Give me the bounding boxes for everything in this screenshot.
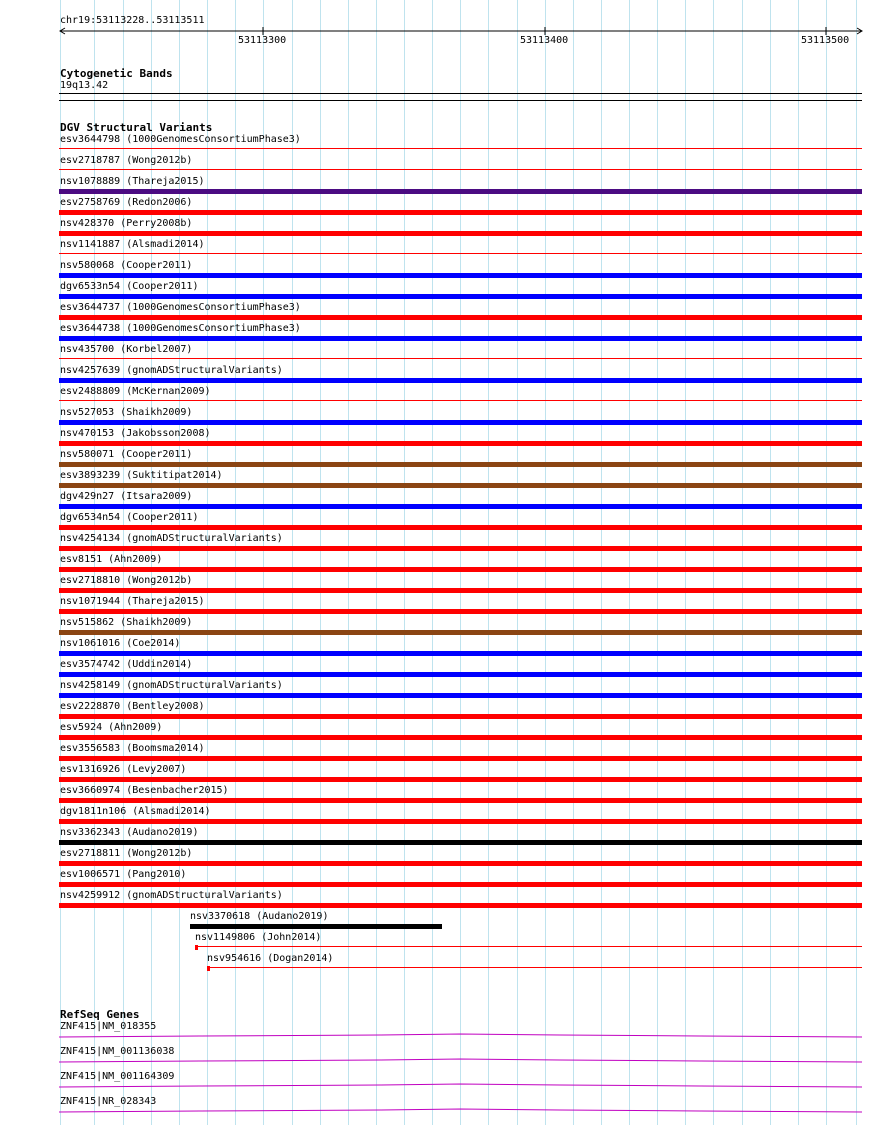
ruler-tick-label: 53113300 (238, 35, 287, 46)
refseq-intron-line (59, 1109, 862, 1112)
dgv-feature-label[interactable]: nsv1078889 (Thareja2015) (60, 176, 205, 187)
dgv-feature-bar[interactable] (207, 966, 210, 971)
dgv-feature-label[interactable]: nsv1061016 (Coe2014) (60, 638, 181, 649)
dgv-feature-label[interactable]: nsv527053 (Shaikh2009) (60, 407, 193, 418)
dgv-feature-bar[interactable] (59, 567, 862, 572)
track-title-dgv: DGV Structural Variants (60, 121, 213, 134)
dgv-feature-label[interactable]: esv3644738 (1000GenomesConsortiumPhase3) (60, 323, 301, 334)
dgv-feature-bar[interactable] (59, 714, 862, 719)
dgv-feature-line (59, 169, 862, 170)
dgv-feature-bar[interactable] (59, 798, 862, 803)
dgv-feature-label[interactable]: nsv4259912 (gnomADStructuralVariants) (60, 890, 283, 901)
dgv-feature-bar[interactable] (59, 672, 862, 677)
dgv-feature-bar[interactable] (59, 294, 862, 299)
dgv-feature-label[interactable]: esv5924 (Ahn2009) (60, 722, 163, 733)
refseq-gene-model[interactable] (0, 1058, 890, 1064)
dgv-feature-bar[interactable] (59, 651, 862, 656)
refseq-gene-model[interactable] (0, 1108, 890, 1114)
dgv-feature-label[interactable]: esv1006571 (Pang2010) (60, 869, 187, 880)
dgv-feature-label[interactable]: esv2488809 (McKernan2009) (60, 386, 211, 397)
dgv-feature-label[interactable]: nsv3362343 (Audano2019) (60, 827, 199, 838)
track-title-cytoband: Cytogenetic Bands (60, 67, 173, 80)
dgv-feature-bar[interactable] (59, 840, 862, 845)
dgv-feature-label[interactable]: nsv1141887 (Alsmadi2014) (60, 239, 205, 250)
dgv-feature-label[interactable]: esv3893239 (Suktitipat2014) (60, 470, 223, 481)
dgv-feature-bar[interactable] (59, 882, 862, 887)
dgv-feature-label[interactable]: dgv6533n54 (Cooper2011) (60, 281, 199, 292)
dgv-feature-label[interactable]: nsv435700 (Korbel2007) (60, 344, 193, 355)
cytoband-ideogram-line (59, 93, 862, 94)
dgv-feature-bar[interactable] (59, 609, 862, 614)
dgv-feature-label[interactable]: dgv1811n106 (Alsmadi2014) (60, 806, 211, 817)
dgv-feature-label[interactable]: dgv6534n54 (Cooper2011) (60, 512, 199, 523)
dgv-feature-bar[interactable] (59, 903, 862, 908)
dgv-feature-label[interactable]: nsv954616 (Dogan2014) (207, 953, 334, 964)
dgv-feature-label[interactable]: nsv515862 (Shaikh2009) (60, 617, 193, 628)
dgv-feature-bar[interactable] (59, 483, 862, 488)
ruler-tick-label: 53113400 (520, 35, 569, 46)
refseq-gene-label[interactable]: ZNF415|NR_028343 (60, 1096, 157, 1107)
cytoband-label: 19q13.42 (60, 80, 109, 91)
ruler-axis (0, 26, 890, 38)
refseq-intron-line (59, 1084, 862, 1087)
refseq-gene-label[interactable]: ZNF415|NM_001136038 (60, 1046, 175, 1057)
dgv-feature-label[interactable]: nsv1071944 (Thareja2015) (60, 596, 205, 607)
dgv-feature-bar[interactable] (195, 945, 198, 950)
dgv-feature-label[interactable]: esv8151 (Ahn2009) (60, 554, 163, 565)
dgv-feature-bar[interactable] (59, 735, 862, 740)
dgv-feature-bar[interactable] (59, 756, 862, 761)
dgv-feature-line (59, 148, 862, 149)
dgv-feature-bar[interactable] (59, 336, 862, 341)
dgv-feature-bar[interactable] (59, 378, 862, 383)
dgv-feature-label[interactable]: esv2228870 (Bentley2008) (60, 701, 205, 712)
refseq-gene-model[interactable] (0, 1083, 890, 1089)
dgv-feature-label[interactable]: nsv470153 (Jakobsson2008) (60, 428, 211, 439)
dgv-feature-label[interactable]: nsv4254134 (gnomADStructuralVariants) (60, 533, 283, 544)
dgv-feature-bar[interactable] (59, 189, 862, 194)
dgv-feature-bar[interactable] (59, 315, 862, 320)
dgv-feature-label[interactable]: dgv429n27 (Itsara2009) (60, 491, 193, 502)
dgv-feature-bar[interactable] (59, 231, 862, 236)
dgv-feature-bar[interactable] (59, 273, 862, 278)
dgv-feature-bar[interactable] (59, 546, 862, 551)
dgv-feature-label[interactable]: esv3556583 (Boomsma2014) (60, 743, 205, 754)
dgv-feature-bar[interactable] (59, 777, 862, 782)
dgv-feature-label[interactable]: nsv428370 (Perry2008b) (60, 218, 193, 229)
dgv-feature-label[interactable]: esv2718811 (Wong2012b) (60, 848, 193, 859)
dgv-feature-bar[interactable] (59, 504, 862, 509)
dgv-feature-label[interactable]: esv1316926 (Levy2007) (60, 764, 187, 775)
dgv-feature-bar[interactable] (59, 630, 862, 635)
dgv-feature-label[interactable]: esv2718787 (Wong2012b) (60, 155, 193, 166)
dgv-feature-label[interactable]: esv3644798 (1000GenomesConsortiumPhase3) (60, 134, 301, 145)
dgv-feature-label[interactable]: nsv1149806 (John2014) (195, 932, 322, 943)
track-title-refseq: RefSeq Genes (60, 1008, 140, 1021)
dgv-feature-bar[interactable] (59, 693, 862, 698)
dgv-feature-bar[interactable] (59, 861, 862, 866)
dgv-feature-bar[interactable] (59, 420, 862, 425)
dgv-feature-bar[interactable] (190, 924, 442, 929)
refseq-gene-label[interactable]: ZNF415|NM_001164309 (60, 1071, 175, 1082)
dgv-feature-label[interactable]: esv2718810 (Wong2012b) (60, 575, 193, 586)
dgv-feature-line (59, 358, 862, 359)
track-divider (59, 100, 862, 101)
ruler-tick-label: 53113500 (801, 35, 850, 46)
dgv-feature-label[interactable]: esv3644737 (1000GenomesConsortiumPhase3) (60, 302, 301, 313)
dgv-feature-bar[interactable] (59, 462, 862, 467)
refseq-gene-label[interactable]: ZNF415|NM_018355 (60, 1021, 157, 1032)
dgv-feature-label[interactable]: nsv3370618 (Audano2019) (190, 911, 329, 922)
dgv-feature-label[interactable]: nsv4258149 (gnomADStructuralVariants) (60, 680, 283, 691)
dgv-feature-bar[interactable] (59, 441, 862, 446)
dgv-feature-label[interactable]: nsv580071 (Cooper2011) (60, 449, 193, 460)
dgv-feature-line (59, 253, 862, 254)
dgv-feature-line (195, 946, 862, 947)
dgv-feature-line (207, 967, 862, 968)
dgv-feature-bar[interactable] (59, 819, 862, 824)
dgv-feature-label[interactable]: nsv580068 (Cooper2011) (60, 260, 193, 271)
dgv-feature-label[interactable]: esv2758769 (Redon2006) (60, 197, 193, 208)
dgv-feature-label[interactable]: esv3660974 (Besenbacher2015) (60, 785, 229, 796)
dgv-feature-line (59, 400, 862, 401)
refseq-gene-model[interactable] (0, 1033, 890, 1039)
dgv-feature-bar[interactable] (59, 210, 862, 215)
dgv-feature-label[interactable]: nsv4257639 (gnomADStructuralVariants) (60, 365, 283, 376)
refseq-intron-line (59, 1034, 862, 1037)
dgv-feature-bar[interactable] (59, 588, 862, 593)
position-label: chr19:53113228..53113511 (60, 15, 205, 26)
refseq-intron-line (59, 1059, 862, 1062)
dgv-feature-label[interactable]: esv3574742 (Uddin2014) (60, 659, 193, 670)
dgv-feature-bar[interactable] (59, 525, 862, 530)
